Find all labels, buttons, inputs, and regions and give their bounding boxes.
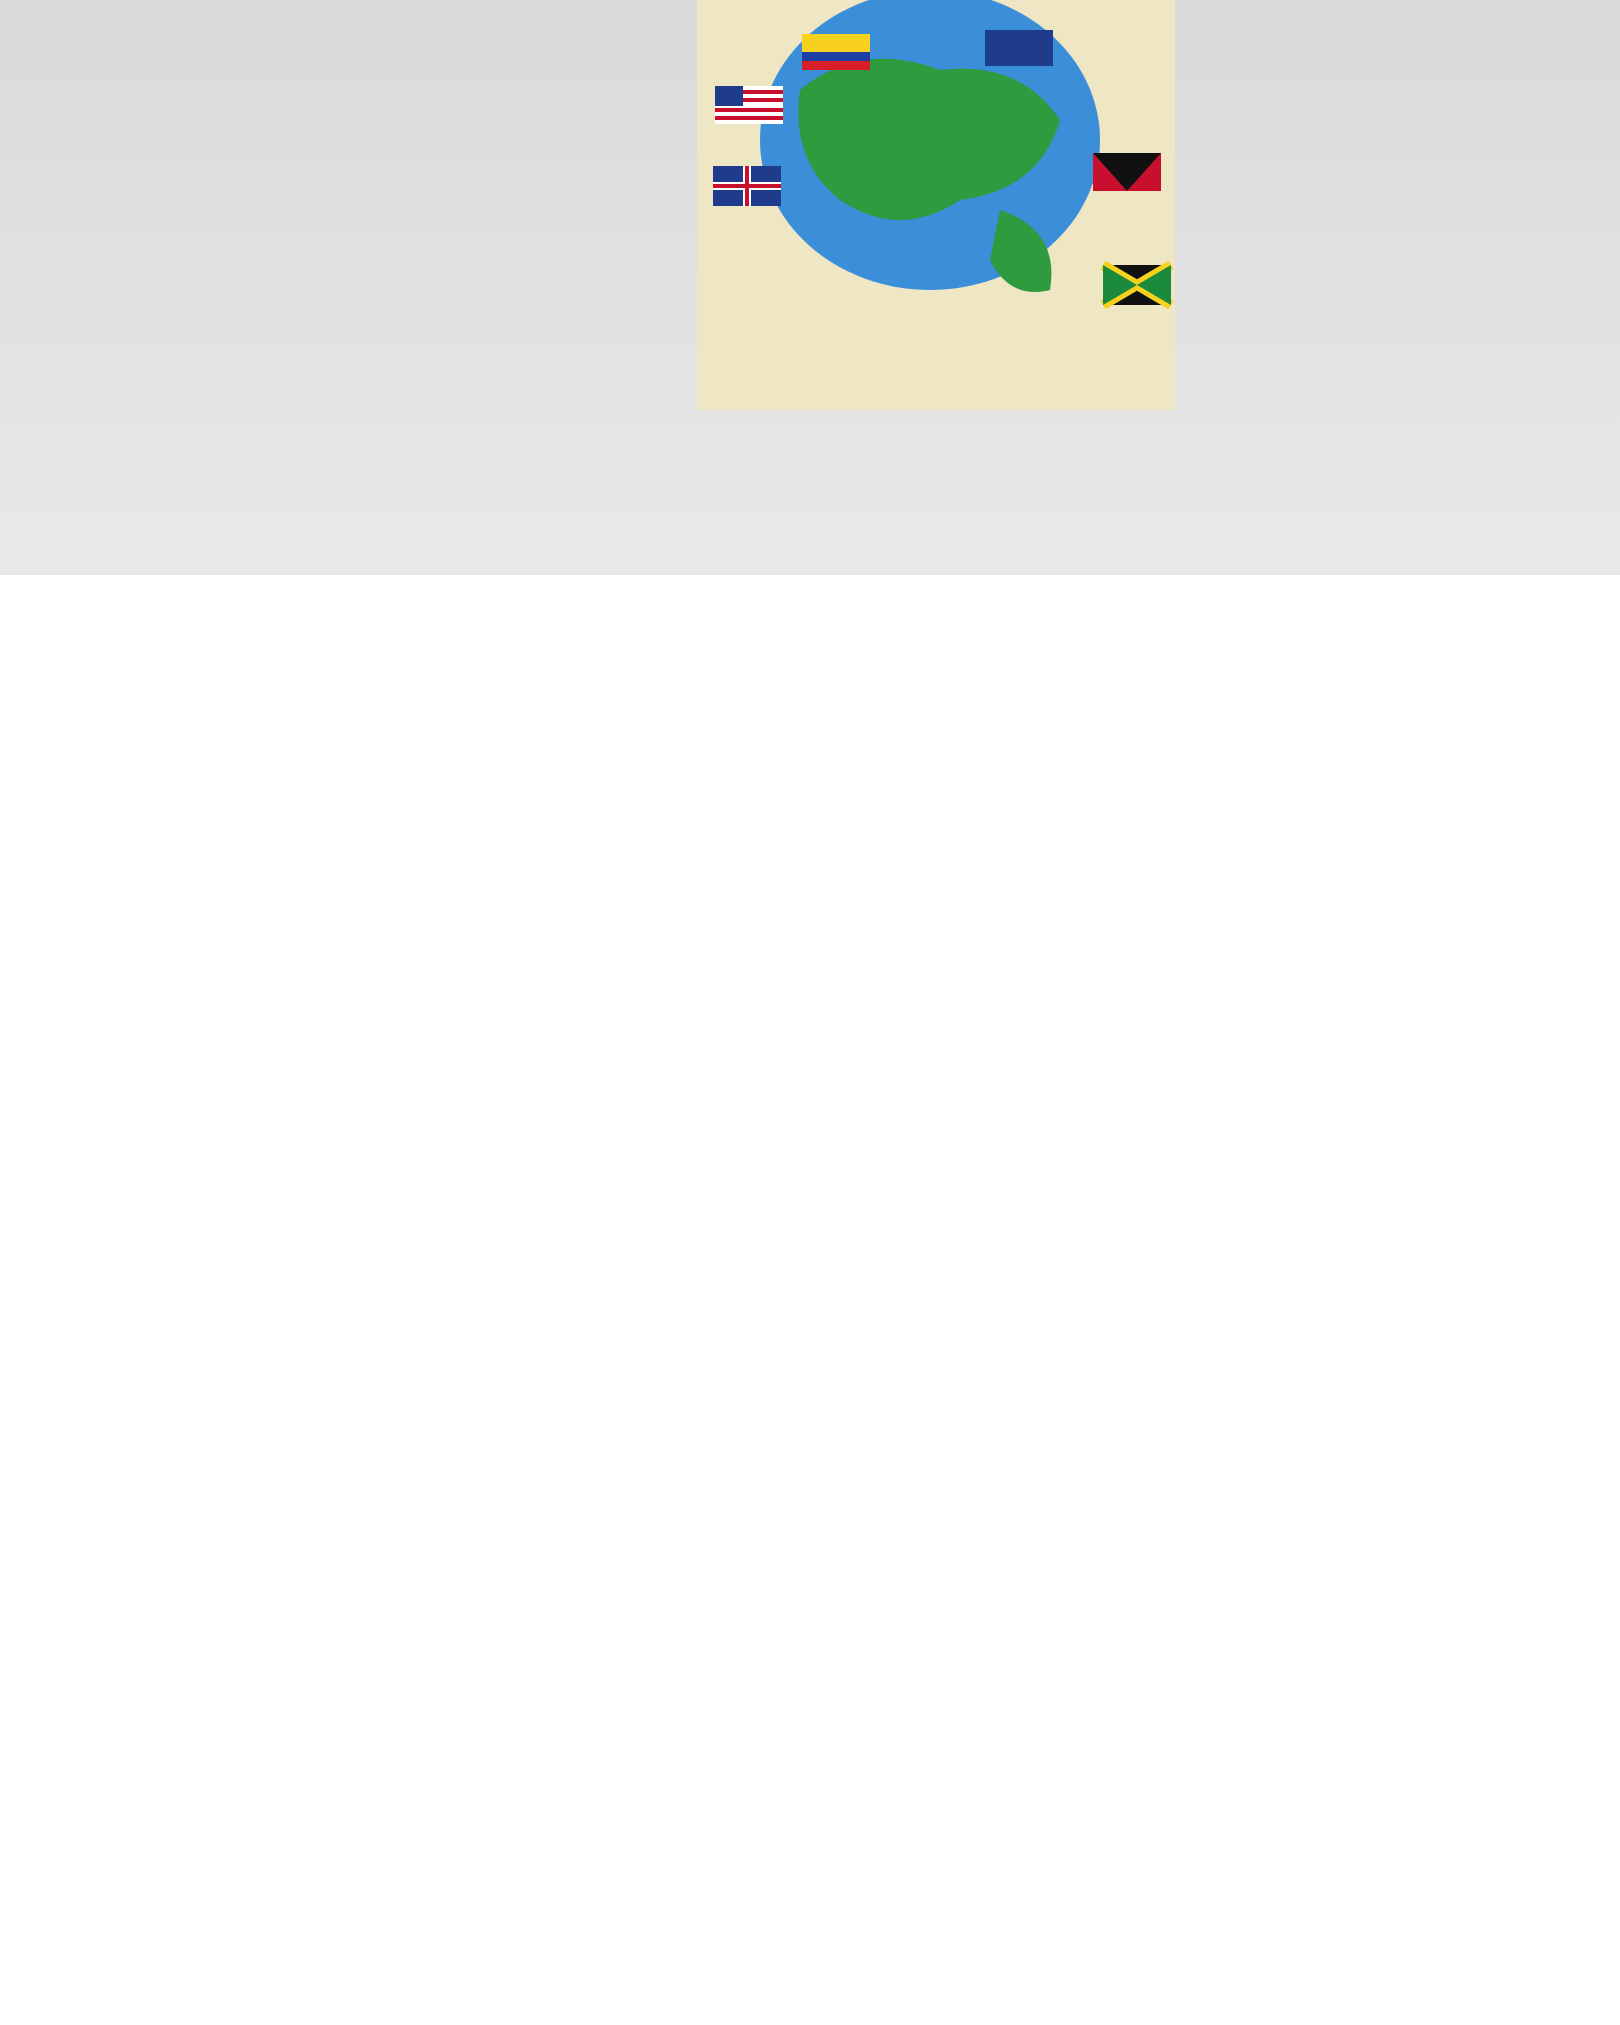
stage-photo	[0, 0, 1620, 1000]
mural-world-map	[697, 0, 1175, 410]
